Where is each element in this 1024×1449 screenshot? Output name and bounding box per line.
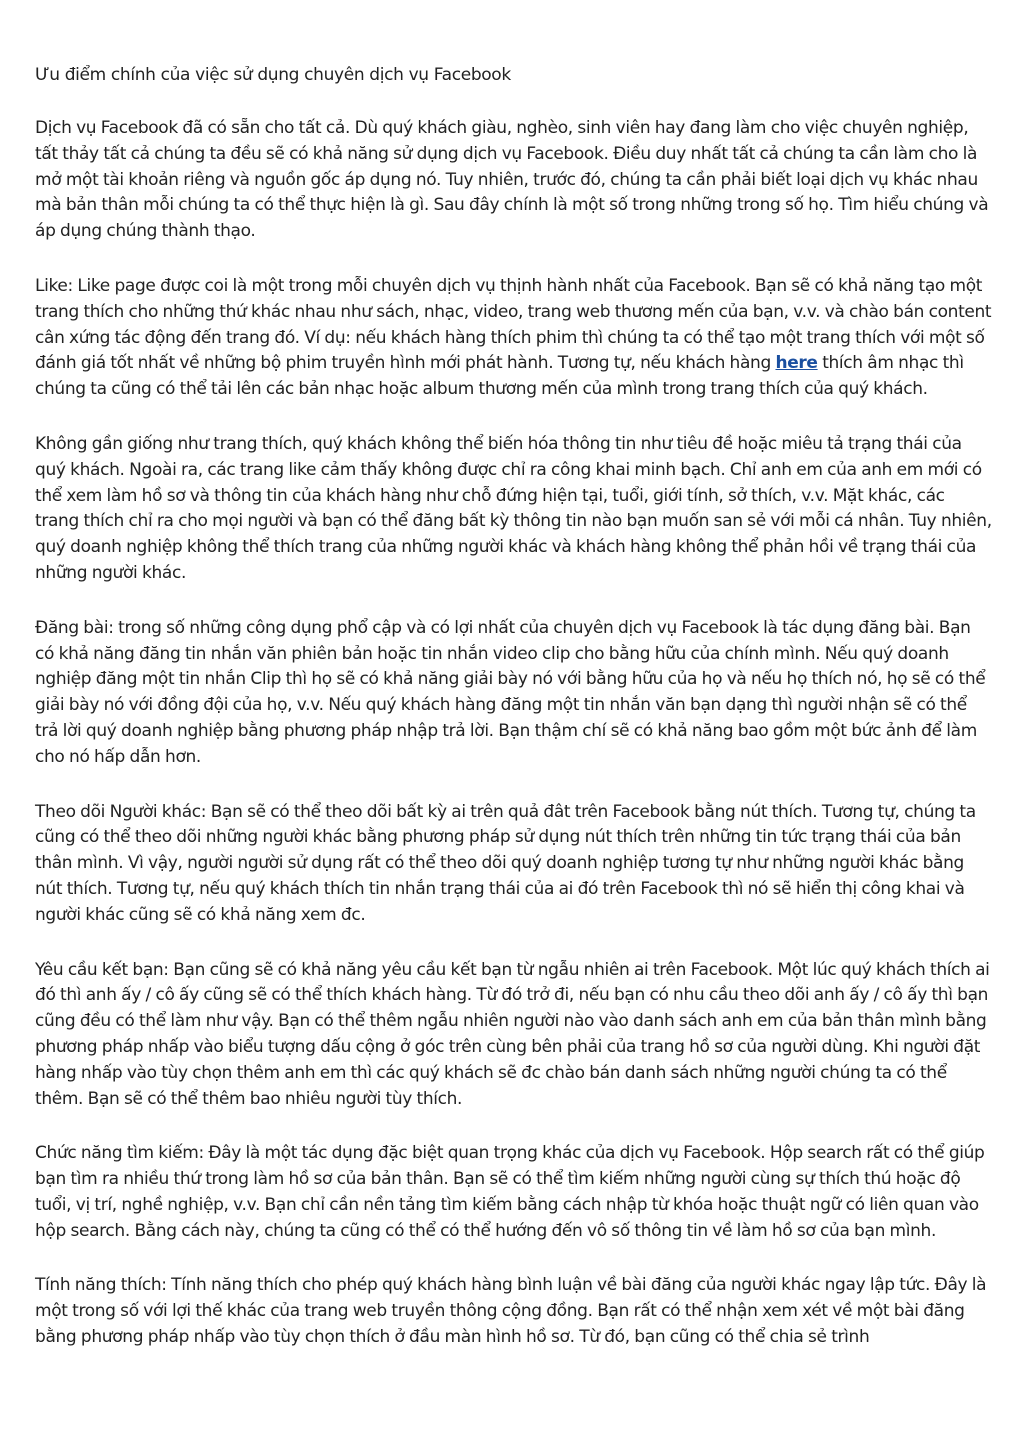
paragraph-posting: Đăng bài: trong số những công dụng phổ cập và có lợi nhất của chuyên dịch vụ Facebook là tác dụng đăng bài. Bạn có khả năng đăng tin nhắn văn phiên bản hoặc tin nhắn video clip cho bằng hữu của chính mình. Nếu quý doanh nghiệp đăng một tin nhắn Clip thì họ sẽ có khả năng giải bày nó với bằng hữu của họ và nếu họ thích nó, họ sẽ có thể giải bày nó với đồng đội của họ, v.v. Nếu quý khách hàng đăng một tin nhắn văn bạn dạng thì người nhận sẽ có thể trả lời quý doanh nghiệp bằng phương pháp nhập trả lời. Bạn thậm chí sẽ có khả năng bao gồm một bức ảnh để làm cho nó hấp dẫn hơn. xyxy=(35,617,986,767)
paragraph-like xyxy=(35,274,993,403)
paragraph-like-feature: Tính năng thích: Tính năng thích cho phép quý khách hàng bình luận về bài đăng của người khác ngay lập tức. Đây là một trong số với lợi thế khác của trang web truyền thông cộng đồng. Bạn rất có thể nhận xem xét về một bài đăng bằng phương pháp nhấp vào tùy chọn thích ở đầu màn hình hồ sơ. Từ đó, bạn cũng có thể chia sẻ trình xyxy=(35,1275,987,1348)
paragraph-friend-request: Yêu cầu kết bạn: Bạn cũng sẽ có khả năng yêu cầu kết bạn từ ngẫu nhiên ai trên Facebook. Một lúc quý khách thích ai đó thì anh ấy / cô ấy cũng sẽ có thể thích khách hàng. Từ đó trở đi, nếu bạn có nhu cầu theo dõi anh ấy / cô ấy thì bạn cũng đều có thể làm như vậy. Bạn có thể thêm ngẫu nhiên người nào vào danh sách anh em của bản thân mình bằng phương pháp nhấp vào biểu tượng dấu cộng ở góc trên cùng bên phải của trang hồ sơ của người dùng. Khi người đặt hàng nhấp vào tùy chọn thêm anh em thì các quý khách sẽ đc chào bán danh sách những người chúng ta có thể thêm. Bạn sẽ có thể thêm bao nhiêu người tùy thích. xyxy=(35,959,990,1109)
document-title: Ưu điểm chính của việc sử dụng chuyên dịch vụ Facebook xyxy=(35,65,511,85)
paragraph-follow: Theo dõi Người khác: Bạn sẽ có thể theo dõi bất kỳ ai trên quả đât trên Facebook bằng nút thích. Tương tự, chúng ta cũng có thể theo dõi những người khác bằng phương pháp sử dụng nút thích trên những tin tức trạng thái của bản thân mình. Vì vậy, người người sử dụng rất có thể theo dõi quý doanh nghiệp tương tự như những người khác bằng nút thích. Tương tự, nếu quý khách thích tin nhắn trạng thái của ai đó trên Facebook thì nó sẽ hiển thị công khai và người khác cũng sẽ có khả năng xem đc. xyxy=(35,801,976,925)
paragraph-like-continuation: thích âm nhạc thì chúng ta cũng có thể tải lên các bản nhạc hoặc album thương mến của mình trong trang thích của quý khách. xyxy=(35,353,964,400)
here-link[interactable]: here xyxy=(775,353,818,374)
paragraph-intro: Dịch vụ Facebook đã có sẵn cho tất cả. Dù quý khách giàu, nghèo, sinh viên hay đang làm cho việc chuyên nghiệp, tất thảy tất cả chúng ta đều sẽ có khả năng sử dụng dịch vụ Facebook. Điều duy nhất tất cả chúng ta cần làm cho là mở một tài khoản riêng và nguồn gốc áp dụng nó. Tuy nhiên, trước đó, chúng ta cần phải biết loại dịch vụ khác nhau mà bản thân mỗi chúng ta có thể thực hiện là gì. Sau đây chính là một số trong những trong số họ. Tìm hiểu chúng và áp dụng chúng thành thạo. xyxy=(35,118,989,242)
paragraph-search: Chức năng tìm kiếm: Đây là một tác dụng đặc biệt quan trọng khác của dịch vụ Facebook. Hộp search rất có thể giúp bạn tìm ra nhiều thứ trong làm hồ sơ của bản thân. Bạn sẽ có thể tìm kiếm những người cùng sự thích thú hoặc độ tuổi, vị trí, nghề nghiệp, v.v. Bạn chỉ cần nền tảng tìm kiếm bằng cách nhập từ khóa hoặc thuật ngữ có liên quan vào hộp search. Bằng cách này, chúng ta cũng có thể có thể hướng đến vô số thông tin về làm hồ sơ của bạn mình. xyxy=(35,1143,985,1241)
document-page xyxy=(35,62,993,1351)
paragraph-difference: Không gần giống như trang thích, quý khách không thể biến hóa thông tin như tiêu đề hoặc miêu tả trạng thái của quý khách. Ngoài ra, các trang like cảm thấy không được chỉ ra công khai minh bạch. Chỉ anh em của anh em mới có thể xem làm hồ sơ và thông tin của khách hàng như chỗ đứng hiện tại, tuổi, giới tính, sở thích, v.v. Mặt khác, các trang thích chỉ ra cho mọi người và bạn có thể đăng bất kỳ thông tin nào bạn muốn san sẻ với mỗi cá nhân. Tuy nhiên, quý doanh nghiệp không thể thích trang của những người khác và khách hàng không thể phản hồi về trạng thái của những người khác. xyxy=(35,433,992,583)
paragraph-like-text: Like: Like page được coi là một trong mỗi chuyên dịch vụ thịnh hành nhất của Facebook. Bạn sẽ có khả năng tạo một trang thích cho những thứ khác nhau như sách, nhạc, video, trang web thương mến của bạn, v.v. và chào bán content cân xứng tác động đến trang đó. Ví dụ: nếu khách hàng thích phim thì chúng ta có thể tạo một trang thích với một số đánh giá tốt nhất về những bộ phim truyền hình mới phát hành. Tương tự, nếu khách hàng xyxy=(35,275,992,374)
